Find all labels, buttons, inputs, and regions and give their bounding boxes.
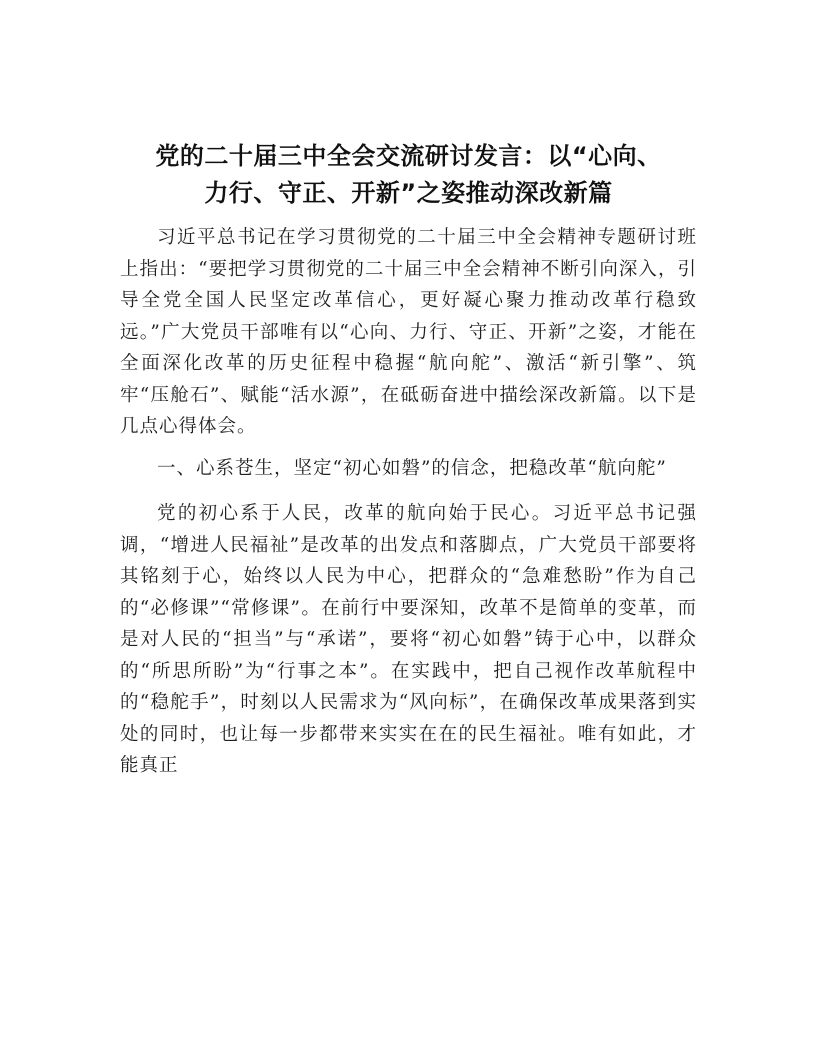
document-page: [120, 138, 697, 782]
intro-paragraph: 习近平总书记在学习贯彻党的二十届三中全会精神专题研讨班上指出：“要把学习贯彻党的二十届三中全会精神不断引向深入，引导全党全国人民坚定改革信心，更好凝心聚力推动改革行稳致远。”广大党员干部唯有以“心向、力行、守正、开新”之姿，才能在全面深化改革的历史征程中稳握“航向舵”、激活“新引擎”、筑牢“压舱石”、赋能“活水源”，在砥砺奋进中描绘深改新篇。以下是几点心得体会。: [120, 227, 697, 437]
section-1-heading: 一、心系苍生，坚定“初心如磐”的信念，把稳改革“航向舵”: [157, 457, 667, 479]
title-line-1: 党的二十届三中全会交流研讨发言：以“心向、: [155, 142, 662, 170]
title-line-2: 力行、守正、开新”之姿推动深改新篇: [204, 179, 613, 207]
document-title: [120, 138, 697, 212]
section-1-body: 党的初心系于人民，改革的航向始于民心。习近平总书记强调，“增进人民福祉”是改革的出发点和落脚点，广大党员干部要将其铭刻于心，始终以人民为中心，把群众的“急难愁盼”作为自己的“必修课”“常修课”。在前行中要深知，改革不是简单的变革，而是对人民的“担当”与“承诺”，要将“初心如磐”铸于心中，以群众的“所思所盼”为“行事之本”。在实践中，把自己视作改革航程中的“稳舵手”，时刻以人民需求为“风向标”，在确保改革成果落到实处的同时，也让每一步都带来实实在在的民生福祉。唯有如此，才能真正: [120, 503, 697, 776]
